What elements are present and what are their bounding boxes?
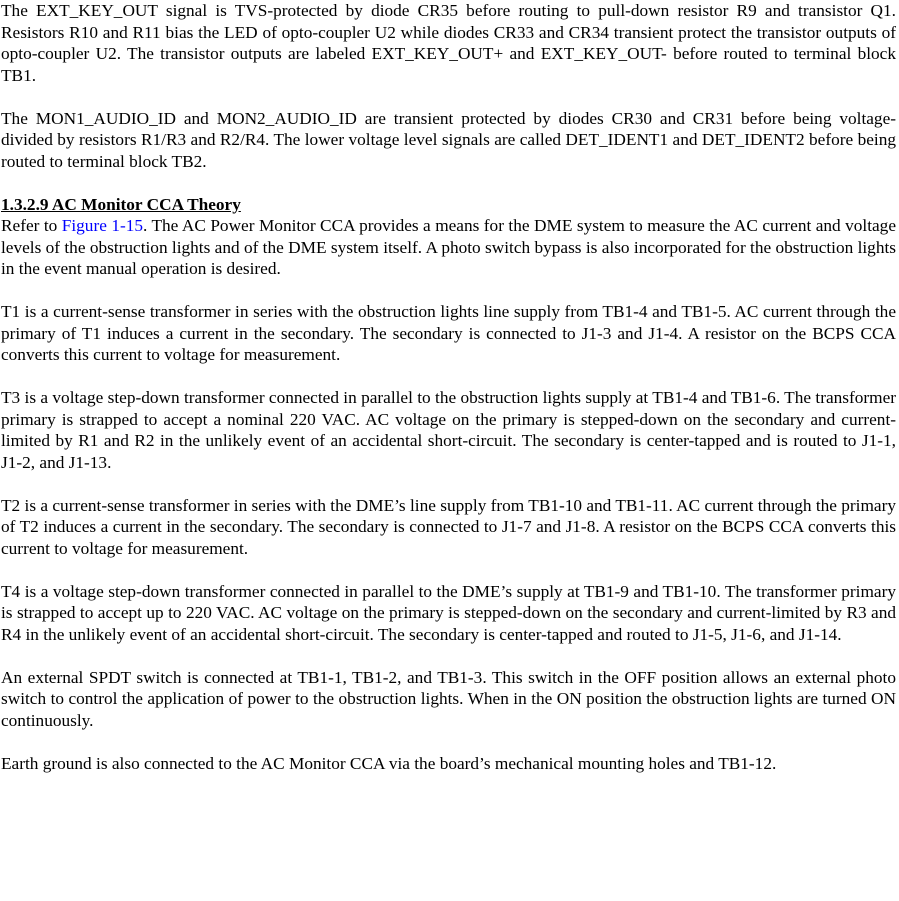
paragraph-earth-ground: Earth ground is also connected to the AC Monitor CCA via the board’s mechanical mounting holes and TB1-12. — [1, 753, 777, 773]
paragraph-t2: T2 is a current-sense transformer in series with the DME’s line supply from TB1-10 and TB1-11. AC current through the primary of T2 induces a current in the secondary. The secondary is connected to J1-7 and J1-8. A resistor on the BCPS CCA converts this current to voltage for measurement. — [1, 495, 896, 558]
paragraph-mon-audio-id: The MON1_AUDIO_ID and MON2_AUDIO_ID are transient protected by diodes CR30 and CR31 before being voltage-divided by resistors R1/R3 and R2/R4. The lower voltage level signals are called DET_IDENT1 and DET_IDENT2 before being routed to terminal block TB2. — [1, 108, 896, 171]
intro-prefix: Refer to — [1, 216, 62, 235]
paragraph-ext-key-out: The EXT_KEY_OUT signal is TVS-protected by diode CR35 before routing to pull-down resistor R9 and transistor Q1. Resistors R10 and R11 bias the LED of opto-coupler U2 while diodes CR33 and CR34 transient protect the transistor outputs of opto-coupler U2. The transistor outputs are labeled EXT_KEY_OUT+ and EXT_KEY_OUT- before routed to terminal block TB1. — [1, 1, 896, 85]
paragraph-intro — [1, 215, 896, 280]
intro-suffix: . The AC Power Monitor CCA provides a means for the DME system to measure the AC current and voltage levels of the obstruction lights and of the DME system itself. A photo switch bypass is also incorporated for the obstruction lights in the event manual operation is desired. — [1, 216, 896, 278]
section-heading: 1.3.2.9 AC Monitor CCA Theory — [1, 194, 241, 214]
paragraph-spdt-switch: An external SPDT switch is connected at TB1-1, TB1-2, and TB1-3. This switch in the OFF position allows an external photo switch to control the application of power to the obstruction lights. When in the ON position the obstruction lights are turned ON continuously. — [1, 667, 896, 730]
figure-link[interactable]: Figure 1-15 — [61, 216, 144, 235]
paragraph-t1: T1 is a current-sense transformer in series with the obstruction lights line supply from TB1-4 and TB1-5. AC current through the primary of T1 induces a current in the secondary. The secondary is connected to J1-3 and J1-4. A resistor on the BCPS CCA converts this current to voltage for measurement. — [1, 302, 896, 364]
paragraph-t4: T4 is a voltage step-down transformer connected in parallel to the DME’s supply at TB1-9 and TB1-10. The transformer primary is strapped to accept up to 220 VAC. AC voltage on the primary is stepped-down on the secondary and current-limited by R3 and R4 in the unlikely event of an accidental short-circuit. The secondary is center-tapped and routed to J1-5, J1-6, and J1-14. — [1, 581, 896, 644]
paragraph-t3: T3 is a voltage step-down transformer connected in parallel to the obstruction lights supply at TB1-4 and TB1-6. The transformer primary is strapped to accept a nominal 220 VAC. AC voltage on the primary is stepped-down on the secondary and current-limited by R1 and R2 in the unlikely event of an accidental short-circuit. The secondary is center-tapped and is routed to J1-1, J1-2, and J1-13. — [1, 388, 896, 472]
